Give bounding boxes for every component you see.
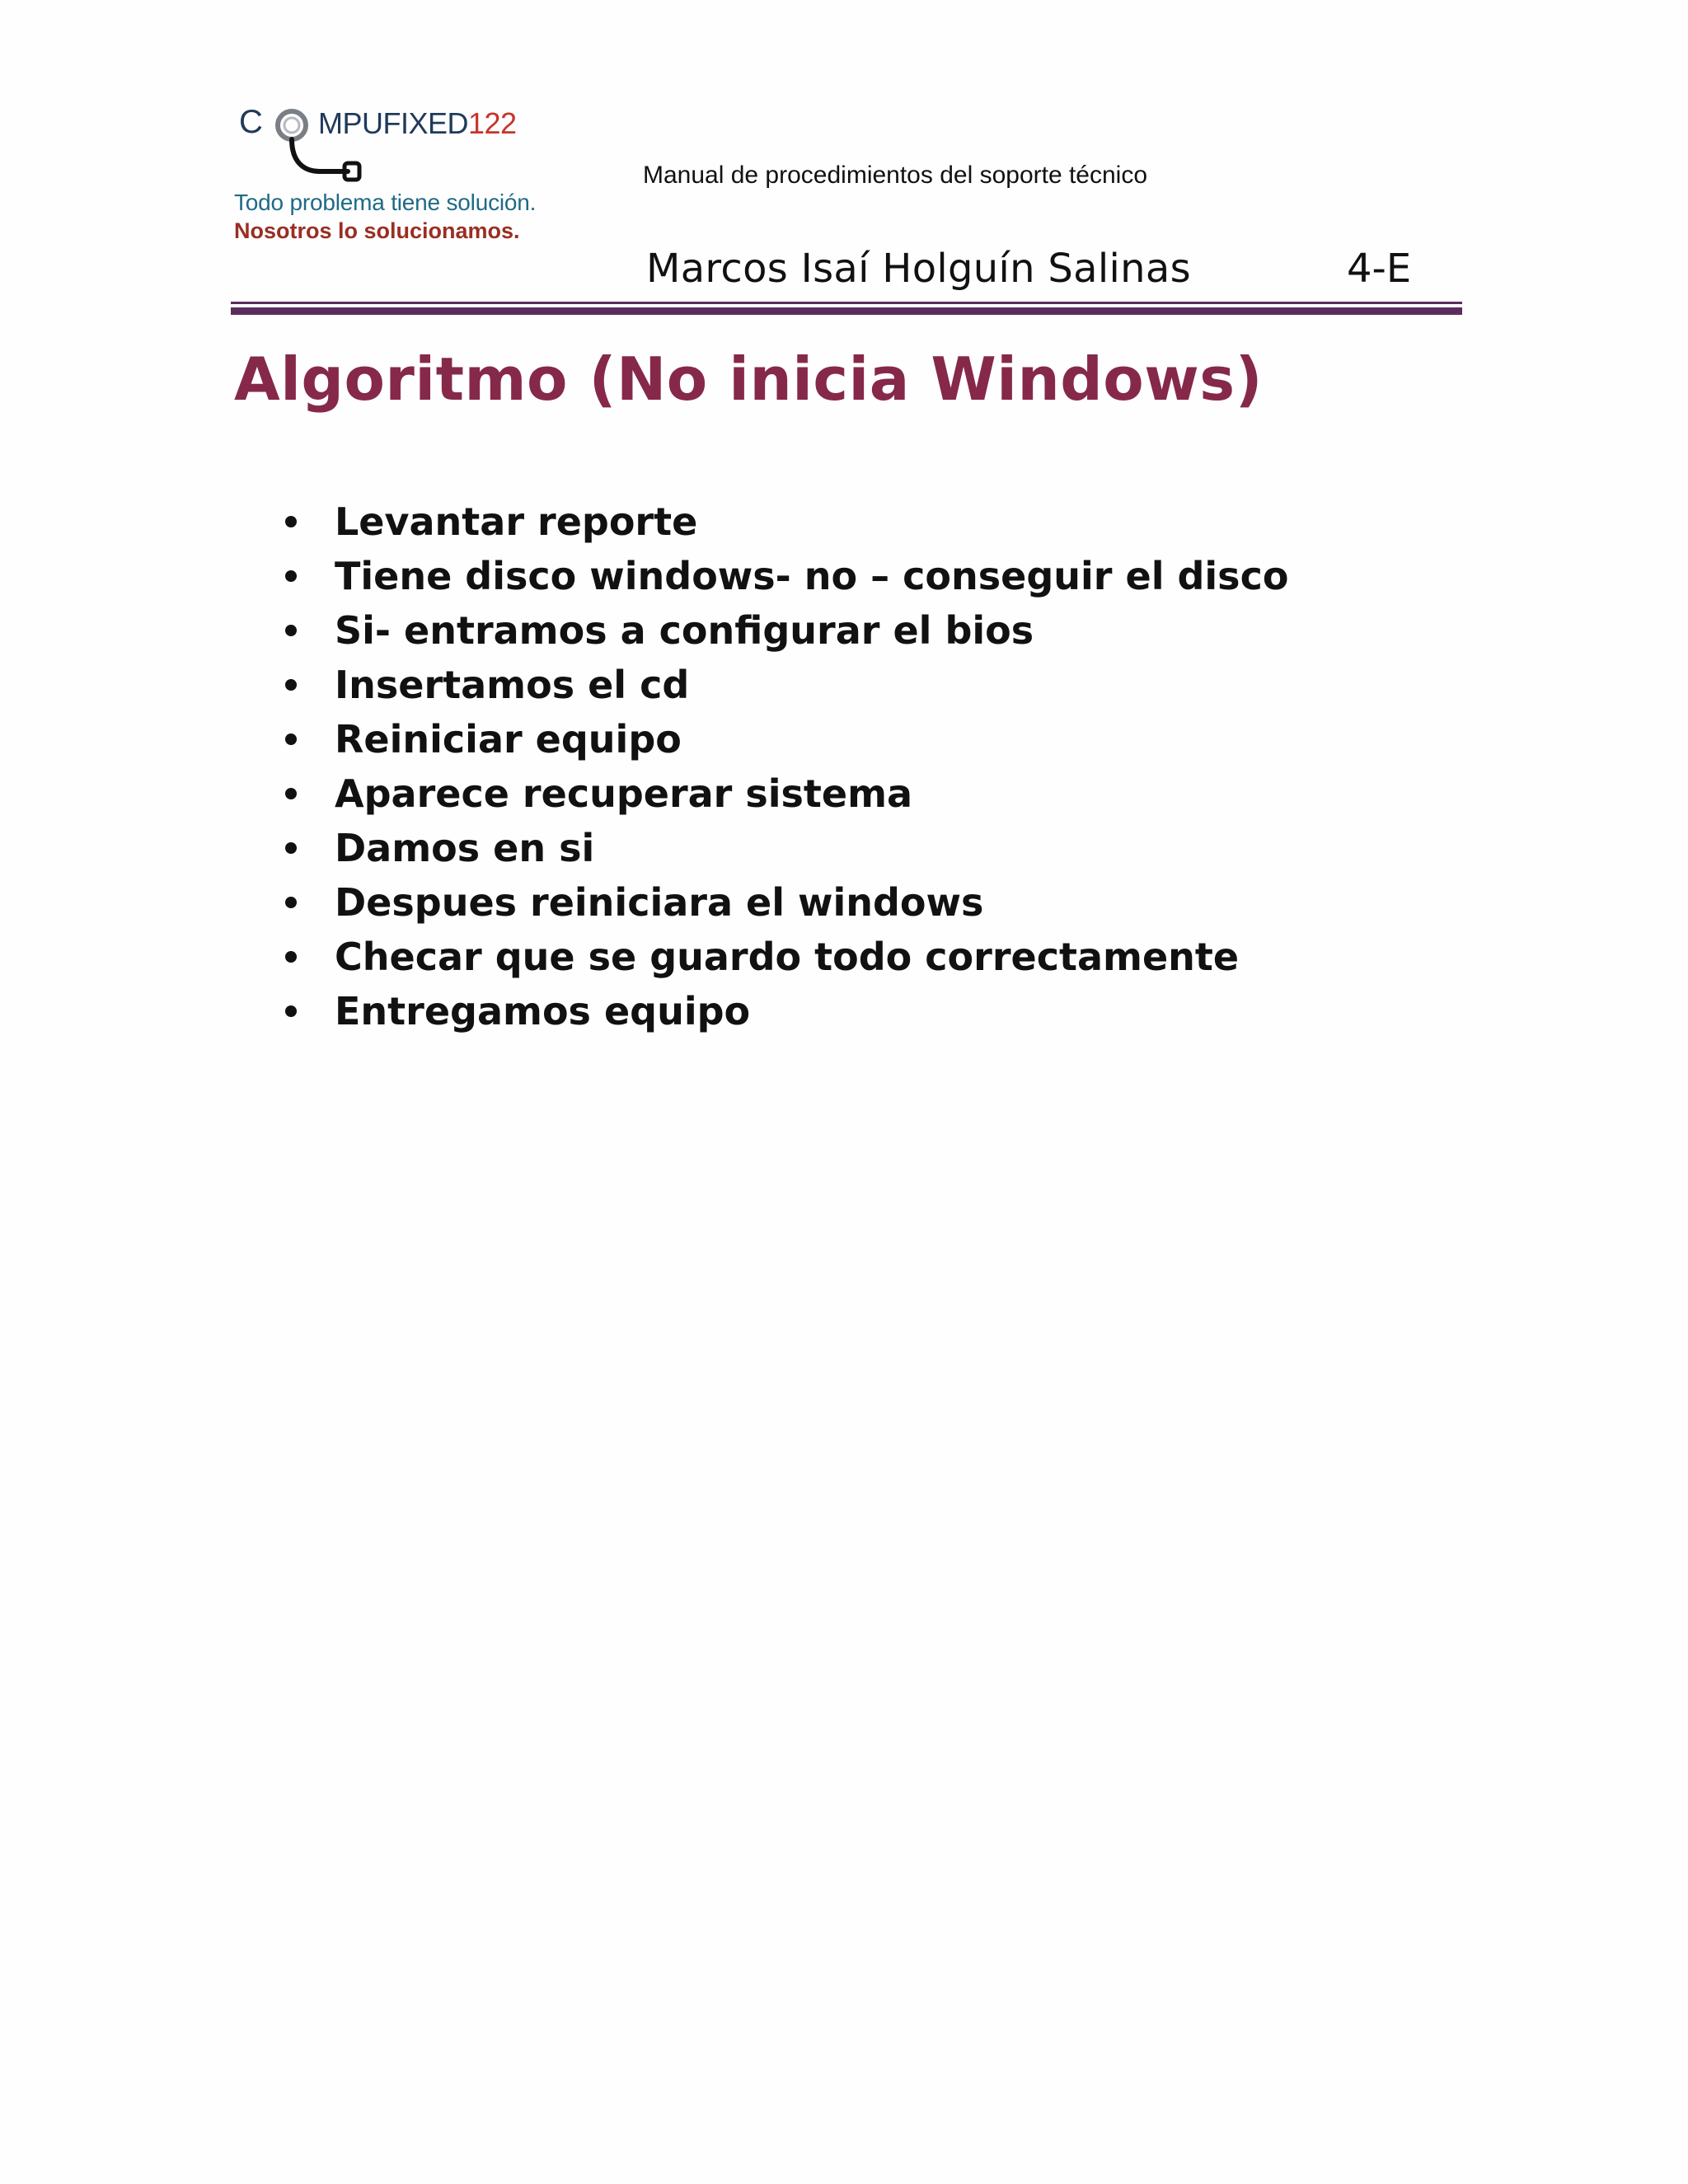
step-text: Tiene disco windows- no – conseguir el disco bbox=[335, 554, 1289, 598]
header-rule-thin bbox=[231, 302, 1462, 304]
logo-letter-c: C bbox=[239, 104, 263, 140]
list-item bbox=[280, 821, 1288, 875]
bullet-dot-icon bbox=[285, 733, 297, 745]
list-item bbox=[280, 984, 1288, 1038]
bullet-dot-icon bbox=[285, 570, 297, 582]
list-item bbox=[280, 658, 1288, 712]
step-text: Damos en si bbox=[335, 826, 595, 870]
logo-wordmark bbox=[318, 106, 517, 140]
logo-wordmark-text: MPUFIXED bbox=[318, 106, 469, 140]
step-text: Insertamos el cd bbox=[335, 663, 690, 707]
company-logo bbox=[239, 97, 528, 186]
logo-wordmark-number: 122 bbox=[468, 106, 517, 140]
bullet-dot-icon bbox=[285, 679, 297, 691]
list-item bbox=[280, 603, 1288, 658]
header-rule-thick bbox=[231, 307, 1462, 315]
list-item bbox=[280, 766, 1288, 821]
list-item bbox=[280, 930, 1288, 984]
bullet-dot-icon bbox=[285, 788, 297, 799]
step-text: Si- entramos a configurar el bios bbox=[335, 608, 1034, 653]
bullet-dot-icon bbox=[285, 625, 297, 636]
group-label: 4-E bbox=[1347, 246, 1412, 292]
author-name: Marcos Isaí Holguín Salinas bbox=[646, 246, 1191, 292]
list-item bbox=[280, 712, 1288, 766]
manual-title: Manual de procedimientos del soporte técnico bbox=[643, 162, 1148, 189]
tagline-primary: Todo problema tiene solución. bbox=[234, 190, 537, 215]
tagline-secondary: Nosotros lo solucionamos. bbox=[234, 218, 520, 243]
bullet-dot-icon bbox=[285, 516, 297, 527]
bullet-dot-icon bbox=[285, 951, 297, 963]
steps-list bbox=[280, 494, 1288, 1038]
step-text: Despues reiniciara el windows bbox=[335, 880, 984, 925]
list-item bbox=[280, 875, 1288, 930]
list-item bbox=[280, 494, 1288, 549]
step-text: Levantar reporte bbox=[335, 499, 698, 544]
bullet-dot-icon bbox=[285, 1005, 297, 1017]
step-text: Aparece recuperar sistema bbox=[335, 771, 913, 816]
bullet-dot-icon bbox=[285, 897, 297, 908]
step-text: Entregamos equipo bbox=[335, 989, 751, 1033]
bullet-dot-icon bbox=[285, 842, 297, 854]
list-item bbox=[280, 549, 1288, 603]
step-text: Checar que se guardo todo correctamente bbox=[335, 935, 1240, 979]
page-title: Algoritmo (No inicia Windows) bbox=[234, 344, 1264, 414]
step-text: Reiniciar equipo bbox=[335, 717, 682, 762]
